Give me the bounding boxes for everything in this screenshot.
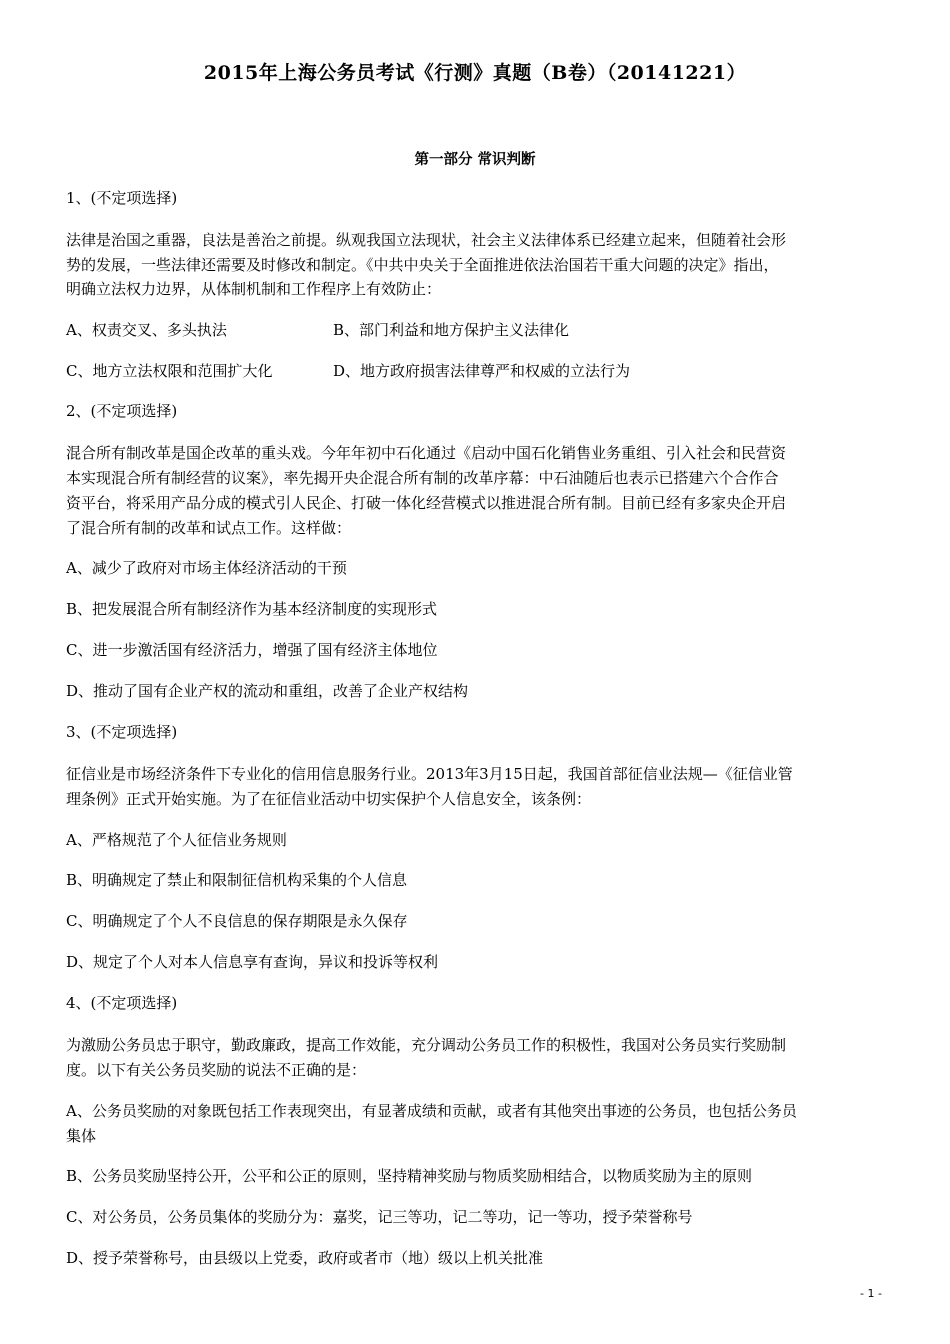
question-stem-line: 本实现混合所有制经营的议案》，率先揭开央企混合所有制的改革序幕：中石油随后也表示已搭建六个合作合	[66, 469, 779, 487]
question-stem-line: 了混合所有制的改革和试点工作。这样做：	[66, 519, 352, 537]
question-label: 3、(不定项选择)	[66, 723, 178, 741]
question-label: 4、(不定项选择)	[66, 994, 178, 1012]
question-stem-line: 资平台，将采用产品分成的模式引人民企、打破一体化经营模式以推进混合所有制。目前已经有多家央企开启	[66, 494, 787, 512]
option-d: D、地方政府损害法律尊严和权威的立法行为	[333, 362, 631, 380]
option-a: A、减少了政府对市场主体经济活动的干预	[66, 559, 347, 577]
question-stem-line: 理条例》正式开始实施。为了在征信业活动中切实保护个人信息安全，该条例：	[66, 790, 592, 808]
question-label: 2、(不定项选择)	[66, 402, 178, 420]
option-c: C、明确规定了个人不良信息的保存期限是永久保存	[66, 912, 408, 930]
option-b: B、明确规定了禁止和限制征信机构采集的个人信息	[66, 871, 408, 889]
question-stem-line: 征信业是市场经济条件下专业化的信用信息服务行业。2013年3月15日起，我国首部征信业法规—《征信业管	[66, 765, 793, 783]
option-a: A、权责交叉、多头执法	[66, 321, 227, 339]
option-d: D、推动了国有企业产权的流动和重组，改善了企业产权结构	[66, 682, 469, 700]
option-c: C、地方立法权限和范围扩大化	[66, 362, 273, 380]
question-stem-line: 为激励公务员忠于职守，勤政廉政，提高工作效能，充分调动公务员工作的积极性，我国对公务员实行奖励制	[66, 1036, 787, 1054]
option-a-continued: 集体	[66, 1127, 97, 1145]
option-a: A、严格规范了个人征信业务规则	[66, 831, 287, 849]
option-d: D、规定了个人对本人信息享有查询，异议和投诉等权利	[66, 953, 439, 971]
question-stem-line: 明确立法权力边界，从体制机制和工作程序上有效防止：	[66, 280, 442, 298]
page-title: 2015年上海公务员考试《行测》真题（B卷）（20141221）	[203, 62, 747, 84]
option-b: B、把发展混合所有制经济作为基本经济制度的实现形式	[66, 600, 438, 618]
option-c: C、进一步激活国有经济活力，增强了国有经济主体地位	[66, 641, 438, 659]
option-b: B、部门利益和地方保护主义法律化	[333, 321, 570, 339]
option-b: B、公务员奖励坚持公开，公平和公正的原则，坚持精神奖励与物质奖励相结合，以物质奖励为主的原则	[66, 1167, 753, 1185]
question-label: 1、(不定项选择)	[66, 189, 178, 207]
question-stem-line: 法律是治国之重器，良法是善治之前提。纵观我国立法现状，社会主义法律体系已经建立起来，但随着社会形	[66, 231, 787, 249]
option-c: C、对公务员，公务员集体的奖励分为：嘉奖，记三等功，记二等功，记一等功，授予荣誉称号	[66, 1208, 693, 1226]
page-number: - 1 -	[860, 1287, 882, 1300]
question-stem-line: 混合所有制改革是国企改革的重头戏。今年年初中石化通过《启动中国石化销售业务重组、引入社会和民营资	[66, 444, 787, 462]
section-title: 第一部分 常识判断	[414, 151, 536, 168]
question-stem-line: 势的发展，一些法律还需要及时修改和制定。《中共中央关于全面推进依法治国若干重大问题的决定》指出，	[66, 256, 779, 274]
option-a: A、公务员奖励的对象既包括工作表现突出，有显著成绩和贡献，或者有其他突出事迹的公务员，也包括公务员	[66, 1102, 797, 1120]
option-d: D、授予荣誉称号，由县级以上党委，政府或者市（地）级以上机关批准	[66, 1249, 544, 1267]
question-stem-line: 度。以下有关公务员奖励的说法不正确的是：	[66, 1061, 367, 1079]
